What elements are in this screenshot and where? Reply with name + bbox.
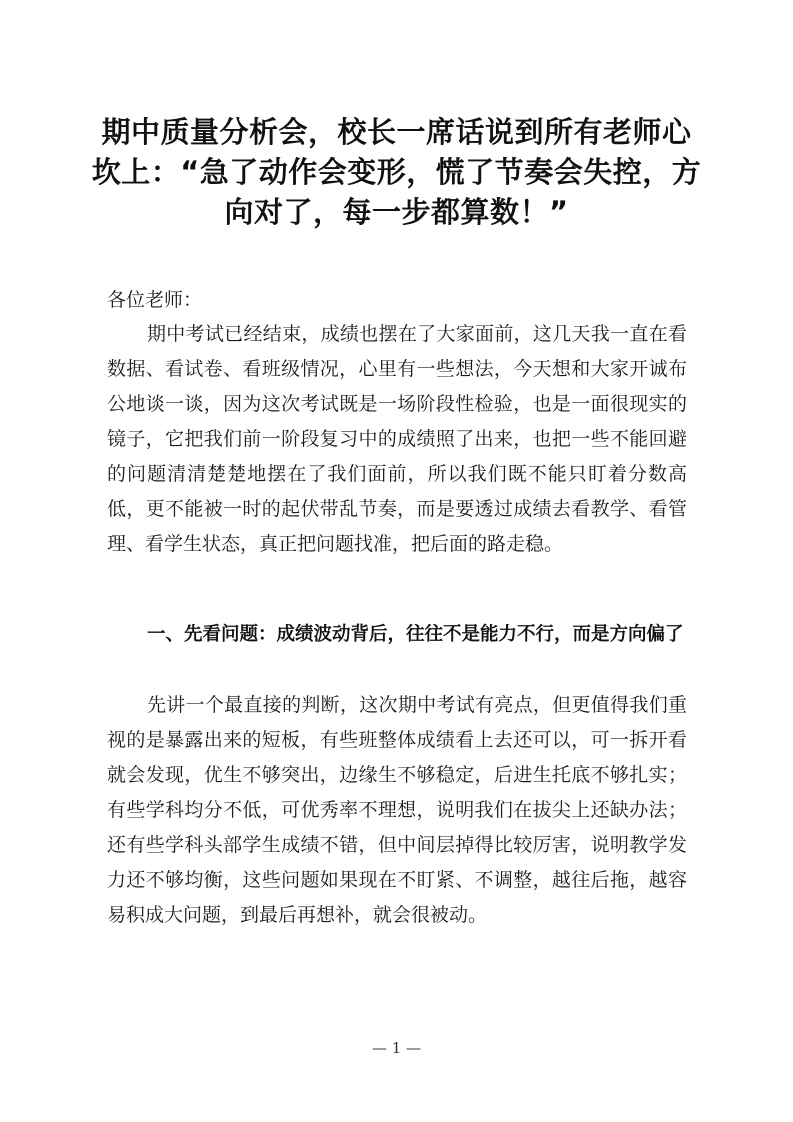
document-title: 期中质量分析会，校长一席话说到所有老师心坎上：“急了动作会变形，慌了节奏会失控，方向对了，每一步都算数！” — [91, 115, 702, 229]
page-number: — 1 — — [371, 1039, 422, 1057]
section-heading: 一、先看问题：成绩波动背后，往往不是能力不行，而是方向偏了 — [147, 624, 684, 645]
paragraph-judgment: 先讲一个最直接的判断，这次期中考试有亮点，但更值得我们重视的是暴露出来的短板，有些班整体成绩看上去还可以，可一拆开看就会发现，优生不够突出，边缘生不够稳定，后进生托底不够扎实；有些学科均分不低，可优秀率不理想，说明我们在拔尖上还缺办法；还有些学科头部学生成绩不错，但中间层掉得比较厉害，说明教学发力还不够均衡，这些问题如果现在不盯紧、不调整，越往后拖，越容易积成大问题，到最后再想补，就会很被动。 — [107, 694, 687, 926]
salutation: 各位老师： — [107, 289, 203, 311]
paragraph-intro: 期中考试已经结束，成绩也摆在了大家面前，这几天我一直在看数据、看试卷、看班级情况，心里有一些想法，今天想和大家开诚布公地谈一谈，因为这次考试既是一场阶段性检验，也是一面很现实的镜子，它把我们前一阶段复习中的成绩照了出来，也把一些不能回避的问题清清楚楚地摆在了我们面前，所以我们既不能只盯着分数高低，更不能被一时的起伏带乱节奏，而是要透过成绩去看教学、看管理、看学生状态，真正把问题找准，把后面的路走稳。 — [107, 323, 687, 555]
